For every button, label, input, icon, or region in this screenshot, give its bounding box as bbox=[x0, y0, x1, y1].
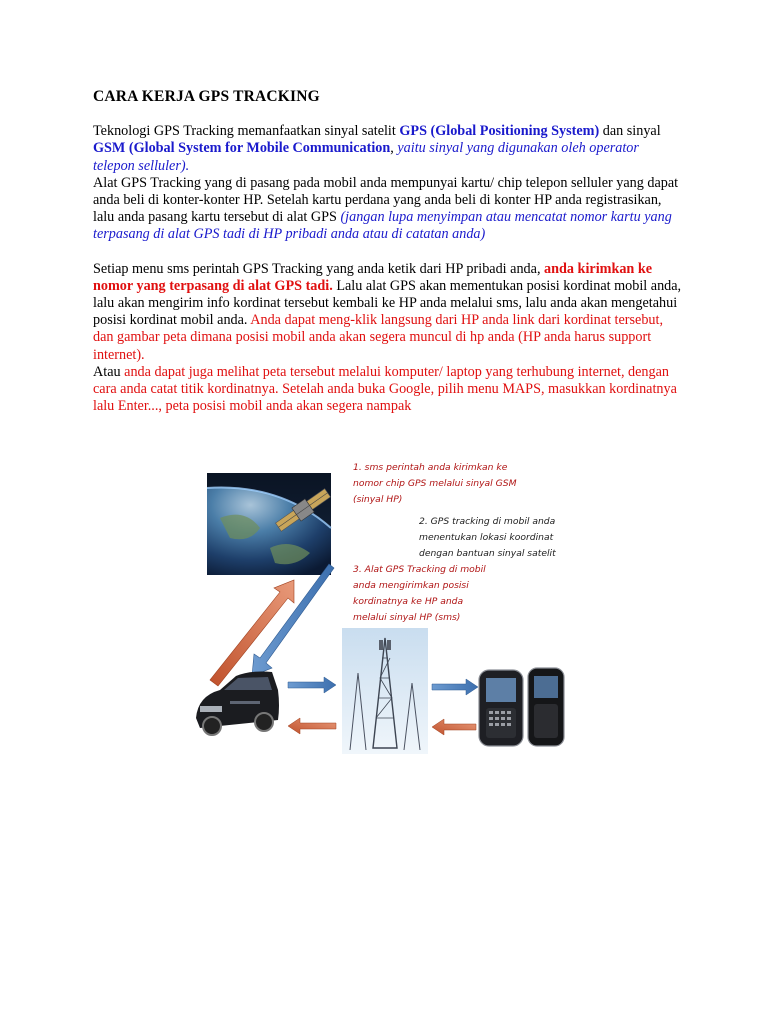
gps-diagram bbox=[190, 458, 580, 758]
text-span: , bbox=[390, 140, 398, 157]
arrow-phone-to-tower bbox=[432, 719, 476, 735]
gsm-note: yaitu sinyal yang digunakan oleh operator telepon selluler). bbox=[93, 140, 639, 174]
satellite-earth-image bbox=[207, 473, 332, 575]
reminder-note: (jangan lupa menyimpan atau mencatat nomor kartu yang terpasang di alat GPS tadi di HP pribadi anda atau di catatan anda) bbox=[93, 209, 672, 243]
text-span: Lalu alat GPS akan mementukan posisi kordinat mobil anda, lalu akan mengirim info kordinat tersebut kembali ke HP anda melalui sms, lalu anda akan mengetahui posisi kordinat mobil anda. bbox=[93, 277, 682, 329]
paragraph-gps-device bbox=[93, 175, 683, 244]
document-body bbox=[93, 88, 683, 415]
arrow-tower-to-car bbox=[288, 718, 336, 734]
click-link-note: Anda dapat meng-klik langsung dari HP anda link dari kordinat tersebut, dan gambar peta dimana posisi mobil anda akan segera muncul di hp anda (HP anda harus support internet). bbox=[93, 312, 664, 363]
text-span: Alat GPS Tracking yang di pasang pada mobil anda mempunyai kartu/ chip telepon selluler yang dapat anda beli di konter-konter HP. Setelah kartu perdana yang anda beli di konter HP anda registrasikan, lalu anda pasang kartu tersebut di alat GPS bbox=[93, 174, 679, 226]
phones-image bbox=[479, 668, 564, 746]
text-span: Atau bbox=[93, 363, 125, 380]
arrow-car-to-tower bbox=[288, 677, 336, 693]
page-title: CARA KERJA GPS TRACKING bbox=[93, 88, 320, 105]
arrow-tower-to-phone bbox=[432, 679, 478, 695]
gps-term: GPS (Global Positioning System) bbox=[399, 123, 600, 140]
car-image bbox=[196, 672, 279, 736]
step1-caption: 1. sms perintah anda kirimkan ke nomor chip GPS melalui sinyal GSM (sinyal HP) bbox=[353, 462, 517, 505]
paragraph-sms-command bbox=[93, 261, 683, 416]
paragraph-gps-intro bbox=[93, 123, 683, 175]
text-span: Teknologi GPS Tracking memanfaatkan sinyal satelit bbox=[93, 123, 400, 140]
gsm-term: GSM (Global System for Mobile Communication bbox=[93, 140, 391, 157]
google-maps-note: anda dapat juga melihat peta tersebut melalui komputer/ laptop yang terhubung internet, dengan cara anda catat titik kordinatnya. Setelah anda buka Google, pilih menu MAPS, masukkan kordinatnya lalu Enter..., peta posisi mobil anda akan segera nampak bbox=[93, 363, 677, 415]
step2-caption: 2. GPS tracking di mobil anda menentukan lokasi koordinat dengan bantuan sinyal satelit bbox=[419, 516, 556, 559]
send-instruction: anda kirimkan ke nomor yang terpasang di alat GPS tadi. bbox=[93, 260, 653, 294]
text-span: dan sinyal bbox=[599, 123, 661, 140]
text-span: Setiap menu sms perintah GPS Tracking yang anda ketik dari HP pribadi anda, bbox=[93, 260, 545, 277]
cell-tower-image bbox=[342, 628, 428, 754]
step3-caption: 3. Alat GPS Tracking di mobil anda mengirimkan posisi kordinatnya ke HP anda melalui sinyal HP (sms) bbox=[353, 564, 486, 623]
